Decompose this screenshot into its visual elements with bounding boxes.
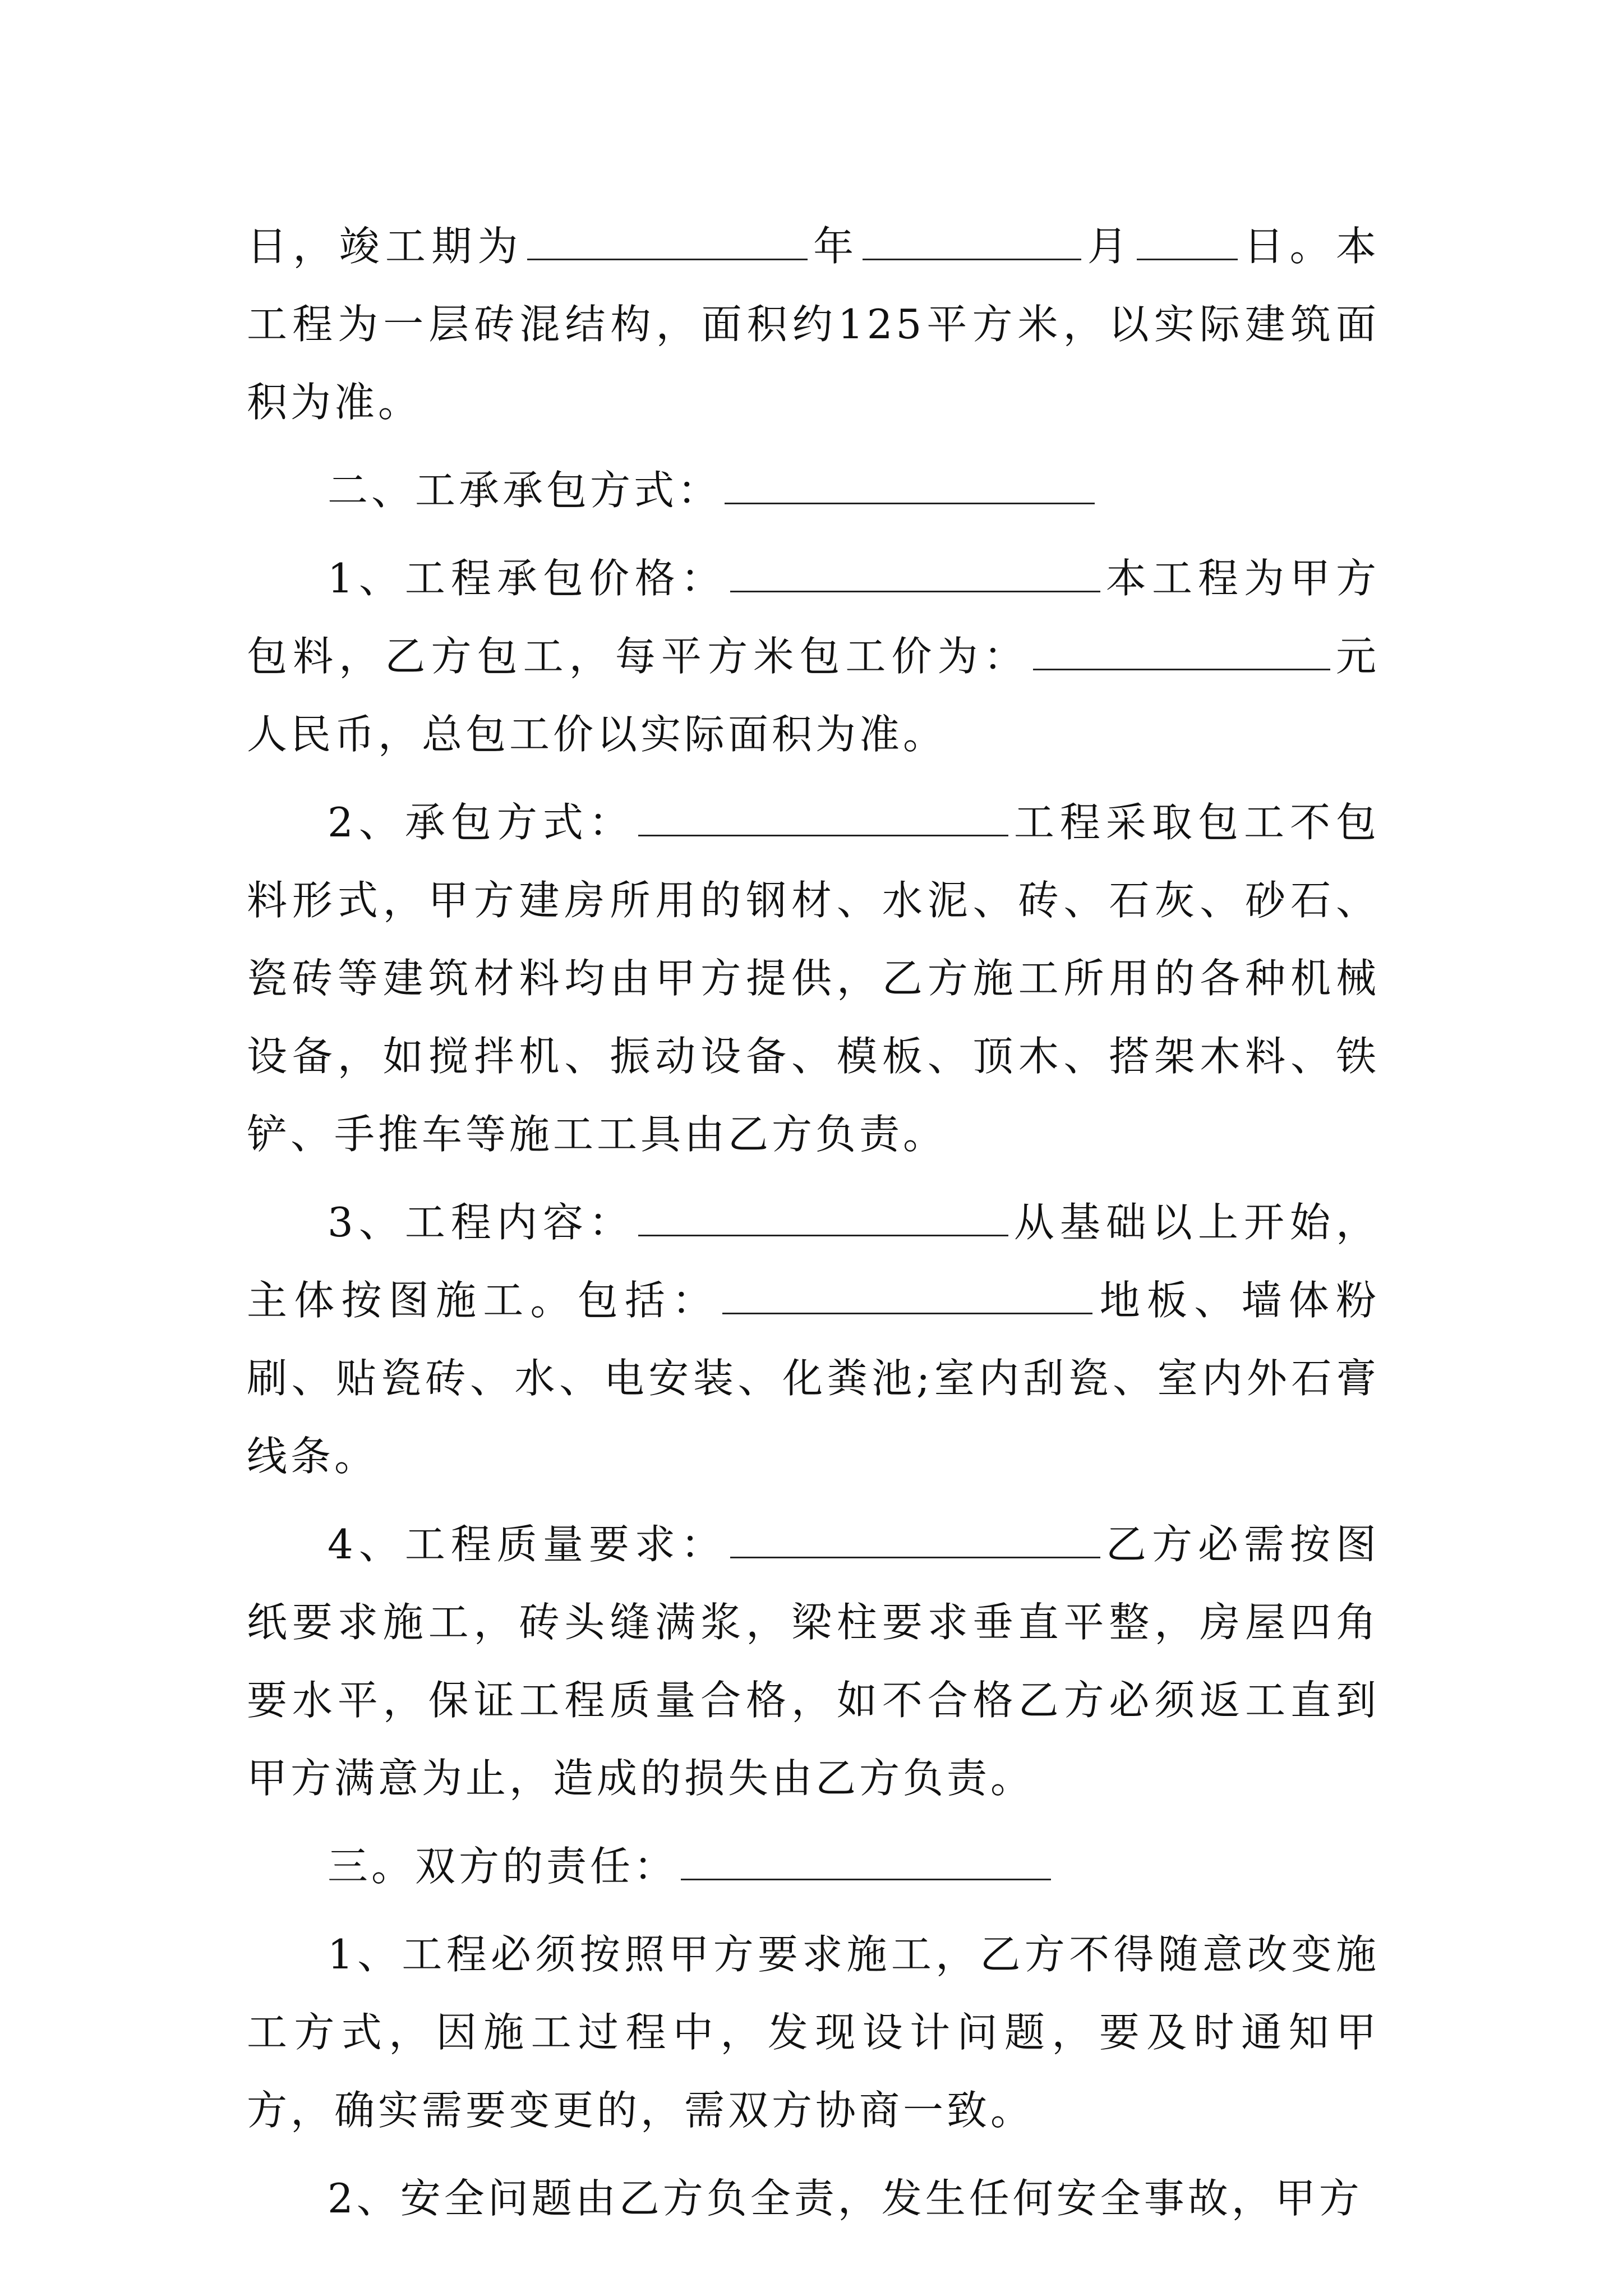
text-segment: 1、工程必须按照甲方要求施工，乙方不得随意改变施工方式，因施工过程中，发现设计问题，要及时通知甲方，确实需要变更的，需双方协商一致。 — [247, 1931, 1380, 2134]
blank-quality-field[interactable] — [730, 1523, 1100, 1558]
paragraph-responsibility-2 — [247, 2160, 1380, 2238]
paragraph-contract-mode — [247, 784, 1380, 1174]
blank-contract-price-field[interactable] — [730, 557, 1100, 592]
blank-unit-price-field[interactable] — [1033, 635, 1330, 670]
text-segment: 2、安全问题由乙方负全责，发生任何安全事故，甲方 — [328, 2175, 1363, 2222]
blank-contract-mode-field[interactable] — [638, 801, 1008, 836]
text-segment: 从基础以上开始，主体按图施工。包括： — [247, 1199, 1380, 1324]
text-segment: 日，竣工期为 — [247, 223, 524, 270]
text-segment: 3、工程内容： — [328, 1199, 635, 1246]
text-segment: 本工程为甲方包料，乙方包工，每平方米包工价为： — [247, 555, 1380, 680]
blank-work-content-field[interactable] — [638, 1201, 1008, 1236]
paragraph-work-content — [247, 1184, 1380, 1496]
text-segment: 元人民币，总包工价以实际面积为准。 — [247, 633, 1380, 758]
paragraph-contract-price — [247, 540, 1380, 774]
text-segment: 地板、墙体粉刷、贴瓷砖、水、电安装、化粪池;室内刮瓷、室内外石膏线条。 — [247, 1277, 1380, 1480]
text-segment: 4、工程质量要求： — [328, 1521, 727, 1568]
blank-month-field[interactable] — [863, 225, 1081, 260]
text-segment: 乙方必需按图纸要求施工，砖头缝满浆，梁柱要求垂直平整，房屋四角要水平，保证工程质量合格，如不合格乙方必须返工直到甲方满意为止，造成的损失由乙方负责。 — [247, 1521, 1380, 1802]
blank-includes-field[interactable] — [722, 1279, 1092, 1314]
heading-responsibilities — [247, 1828, 1380, 1906]
blank-year-field[interactable] — [527, 225, 808, 260]
paragraph-completion-date — [247, 208, 1380, 441]
text-segment: 月 — [1085, 223, 1134, 270]
heading-contract-method — [247, 452, 1380, 530]
blank-day-field[interactable] — [1137, 225, 1238, 260]
paragraph-quality-requirements — [247, 1506, 1380, 1818]
blank-contract-method-field[interactable] — [725, 469, 1095, 504]
text-segment: 日。本工程为一层砖混结构，面积约125平方米，以实际建筑面积为准。 — [247, 223, 1380, 426]
text-segment: 1、工程承包价格： — [328, 555, 727, 602]
text-segment: 三。双方的责任： — [328, 1843, 678, 1890]
text-segment: 年 — [810, 223, 860, 270]
document-body — [247, 208, 1380, 2248]
paragraph-responsibility-1 — [247, 1916, 1380, 2150]
blank-responsibilities-field[interactable] — [681, 1845, 1051, 1880]
text-segment: 工程采取包工不包料形式，甲方建房所用的钢材、水泥、砖、石灰、砂石、瓷砖等建筑材料均由甲方提供，乙方施工所用的各种机械设备，如搅拌机、振动设备、模板、顶木、搭架木料、铁铲、手推车等施工工具由乙方负责。 — [247, 799, 1380, 1158]
text-segment: 2、承包方式： — [328, 799, 635, 846]
text-segment: 二、工承承包方式： — [328, 467, 722, 514]
